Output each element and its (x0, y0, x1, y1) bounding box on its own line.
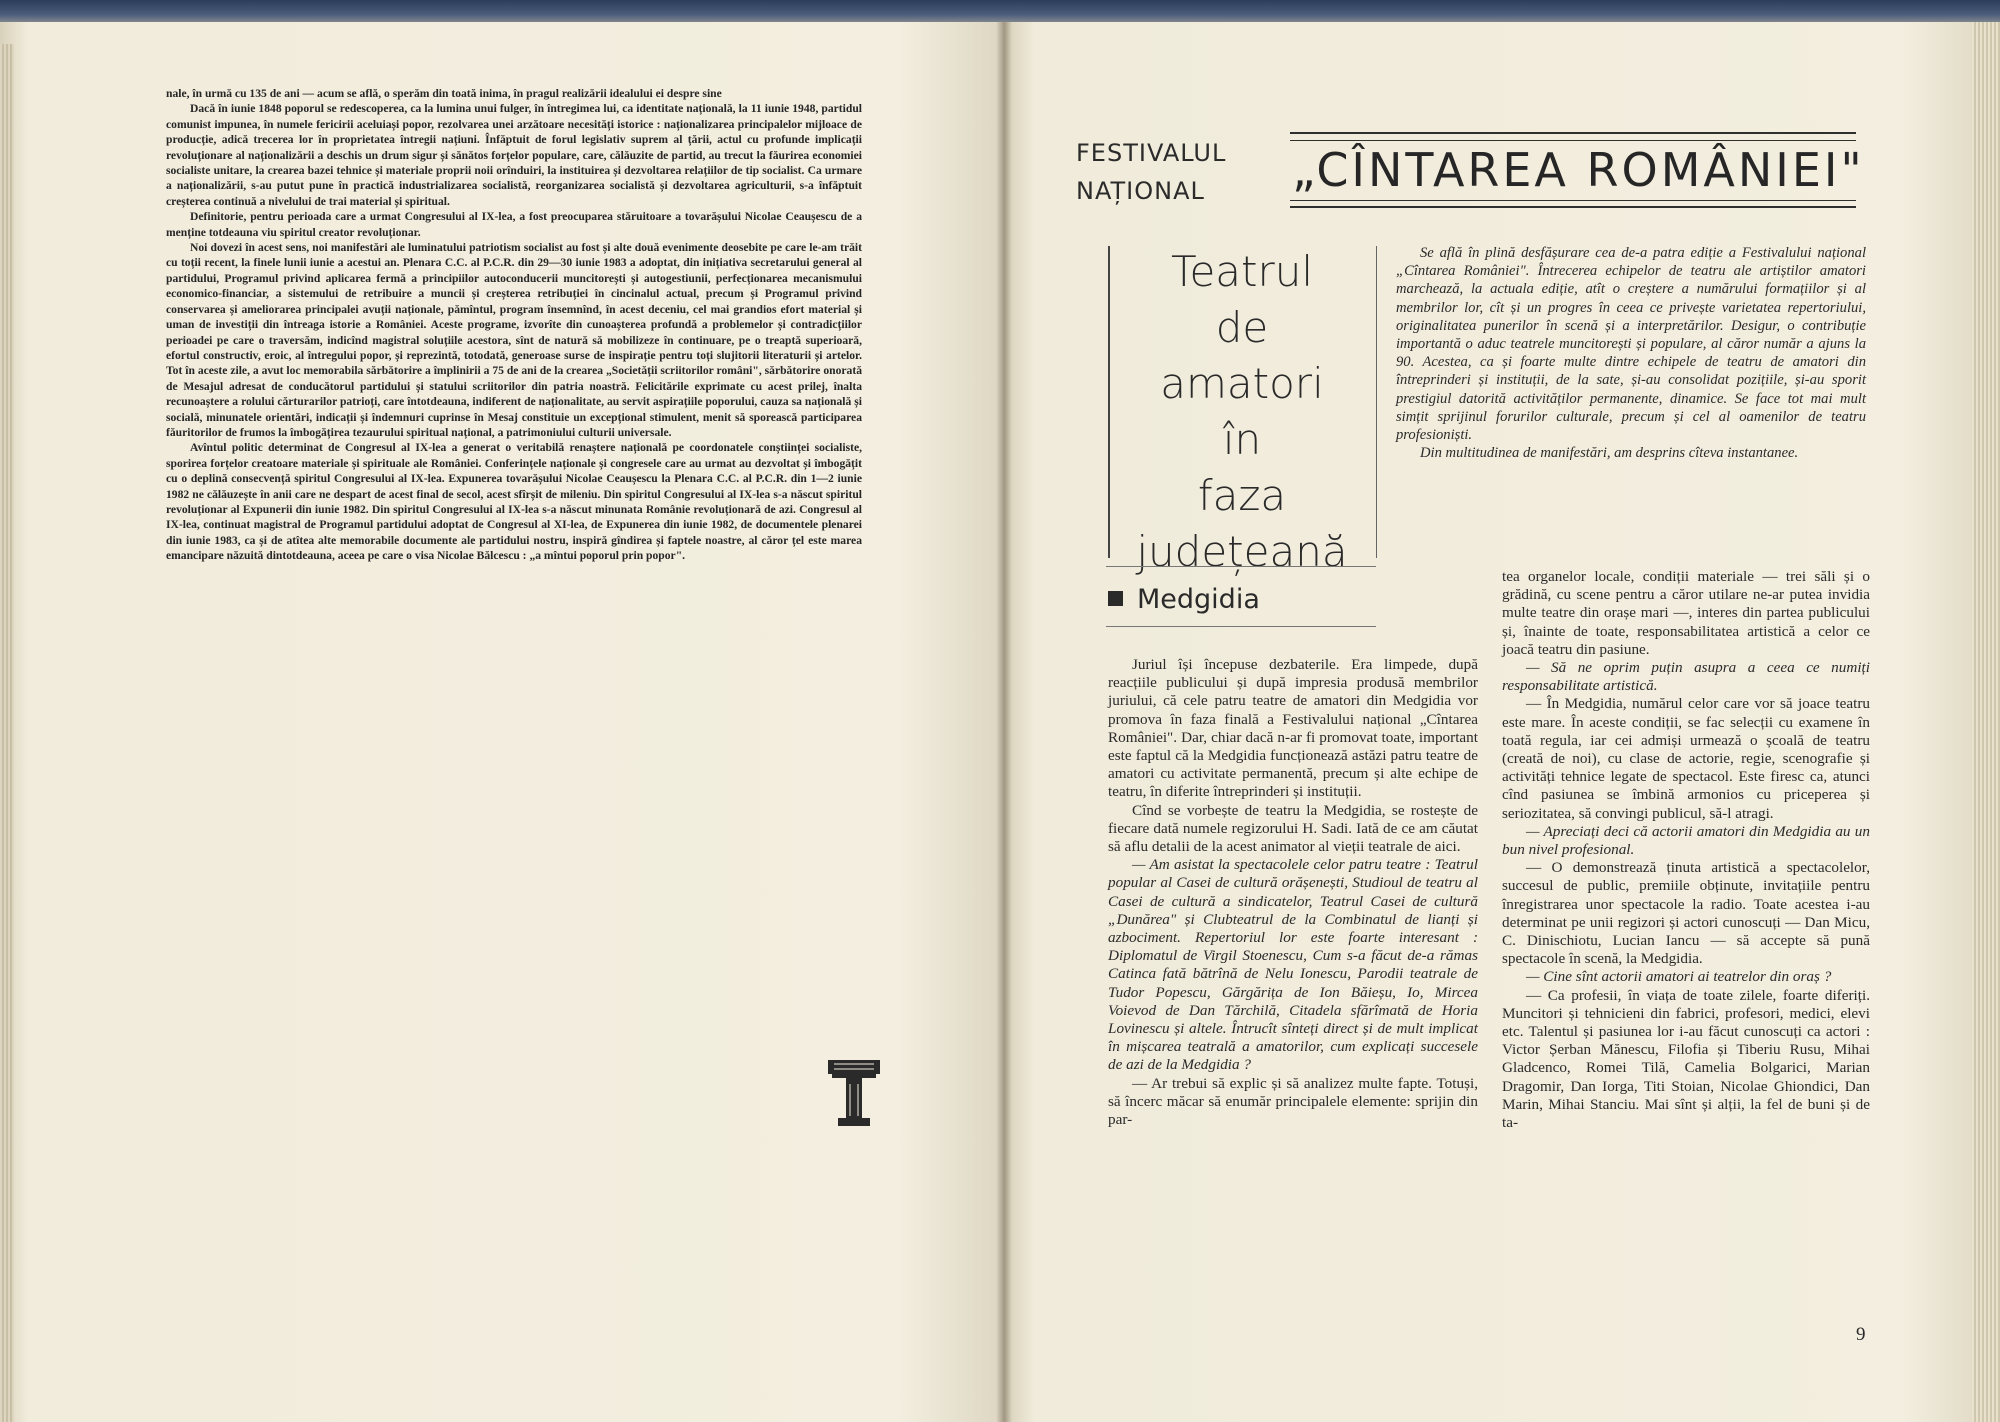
left-paragraph: Noi dovezi în acest sens, noi manifestări ale luminatului patriotism socialist au fost și alte două evenimente deosebite pe care le-am trăit cu toții recent, la finele lunii iunie a acestui an. Plenara C.C. al P.C.R. din 29—30 iunie 1983 a adoptat, din inițiativa secretarului general al partidului, Programul privind aplicarea fermă a principiilor autoconducerii muncitorești și autogestiunii, perfecționarea mecanismului economico-financiar, a sistemului de retribuire a muncii și creșterea retribuției în cincinalul actual, precum și Programul privind conservarea și ameliorarea principalei avuții naționale, pămîntul, program însemnînd, în acest deceniu, cel mai grandios efort material și uman de investiții din întreaga istorie a României. Aceste programe, izvorîte din cunoașterea profundă a problemelor și contradicțiilor perioadei pe care o traversăm, indicînd magistral soluțiile acestora, sînt de natură să mobilizeze în continuare, pe o treaptă superioară, efortul constructiv, eroic, al întregului popor, și reprezintă, totodată, generoase surse de inspirație pentru toți slujitorii literaturii și artelor. Tot în aceste zile, a avut loc memorabila sărbătorire a împlinirii a 75 de ani de la crearea „Societății scriitorilor români", sărbătorire onorată de Mesajul adresat de conducătorul partidului și statului scriitorilor din patria noastră. Felicitările exprimate cu acest prilej, înalta recunoaștere a rolului cărturarilor patrioți, care întotdeauna, indiferent de naționalitate, au servit aspirațiile poporului, cauza sa națională și socială, minunatele orientări, indicații și îndemnuri cuprinse în Mesaj constituie un excepțional stimulent, menit să sporească participarea făuritorilor de frumos la îmbogățirea tezaurului spiritual național, a patrimoniului culturii universale. (166, 241, 862, 439)
section-heading (1108, 582, 1408, 618)
left-page-edge (0, 44, 14, 1422)
interview-question: — Apreciați deci că actorii amatori din Medgidia au un bun nivel profesional. (1502, 822, 1870, 859)
article-title-line: de (1215, 303, 1269, 352)
column-paragraph: tea organelor locale, condiții materiale — trei săli și o grădină, cu scene pentru a căror utilare ne-ar putea invidia multe teatre din orașe mari —, interes din partea publicului și, înainte de toate, responsabilitatea artistică a celor ce joacă teatru din pasiune. (1502, 568, 1870, 658)
section-title: Medgidia (1137, 584, 1260, 615)
left-paragraph: Dacă în iunie 1848 poporul se redescoperea, ca la lumina unui fulger, în întregimea lui, ca identitate națională, la 11 iunie 1948, partidul comunist impunea, în numele fericirii aceluiași popor, rezolvarea unei arzătoare necesități istorice : naționalizarea principalelor mijloace de producție, adică trecerea lor în proprietatea întregii națiuni. Înfăptuit de forul legislativ suprem al țării, actul cu profunde implicații revoluționare al naționalizării a deschis un drum sigur și sănătos forțelor populare, care, călăuzite de partid, au trecut la făurirea economiei socialiste unitare, la crearea bazei tehnice și materiale proprii noii orînduiri, la instituirea și dezvoltarea relațiilor de tip socialist. Ca urmare a naționalizării, s-au putut pune în practică industrializarea socialistă, reorganizarea socialistă și dezvoltarea agriculturii, s-a înfăptuit creșterea continuă a nivelului de trai material și spiritual. (166, 102, 862, 208)
magazine-t-logo-icon (826, 1058, 882, 1130)
left-page-article (166, 86, 862, 564)
article-title-line: faza (1197, 471, 1287, 520)
left-paragraph: Definitorie, pentru perioada care a urmat Congresului al IX-lea, a fost preocuparea stăruitoare a tovarășului Nicolae Ceaușescu de a menține totdeauna viu spiritul creator revoluționar. (166, 210, 862, 239)
article-title-line: Teatrul (1170, 247, 1314, 296)
left-paragraph: nale, în urmă cu 135 de ani — acum se află, o sperăm din toată inima, în pragul realizării idealului ei despre sine (166, 87, 722, 100)
interview-question: — Am asistat la spectacolele celor patru teatre : Teatrul popular al Casei de cultură orășenești, Studioul de teatru al Casei de cultură a sindicatelor, Teatrul Casei de cultură „Dunărea" și Clubteatrul de la Combinatul de lianți și azbociment. Repertoriul lor este foarte interesant : Diplomatul de Virgil Stoenescu, Cum s-a făcut de-a rămas Catinca fată bătrînă de Nelu Ionescu, Parodii teatrale de Tudor Popescu, Gărgărița de Ion Băieșu, Io, Mircea Voievod de Dan Tărchilă, Citadela sfărîmată de Horia Lovinescu și altele. Întrucît sînteți direct și de mult implicat în mișcarea teatrală a amatorilor, cum explicați succesele de azi de la Medgidia ? (1108, 856, 1478, 1074)
article-column-2 (1502, 568, 1870, 1132)
left-paragraph: Avîntul politic determinat de Congresul al IX-lea a generat o veritabilă renaștere națională pe coordonatele conștiinței socialiste, sporirea forțelor creatoare materiale și spirituale ale României. Conferințele naționale și congresele care au urmat au dezvoltat și îmbogățit cu o deplină consecvență spiritul Congresului al IX-lea. Expunerea tovarășului Nicolae Ceaușescu la Plenara C.C. al P.C.R. din 1—2 iunie 1982 ne călăuzește în anii care ne despart de acest final de secol, acest sfîrșit de mileniu. Din spiritul Congresului al IX-lea s-a născut spiritul revoluționar al Expunerii din iunie 1982. Din spiritul Congresului al IX-lea s-a născut minunata Românie revoluționară de azi. Congresul al IX-lea, continuat magistral de Programul partidului adoptat de Congresul al XI-lea, de Expunerea din iunie 1982, de documentele plenarei din iunie 1983, ca și de atîtea alte memorabile documente ale partidului nostru, inspiră gîndirea și faptele noastre, al căror țel este marea emancipare năzuită dintotdeauna, aceea pe care o visa Nicolae Bălcescu : „a mîntui poporul prin popor". (166, 441, 862, 563)
column-paragraph: — Ar trebui să explic și să analizez multe fapte. Totuși, să încerc măcar să enumăr principalele elemente: sprijin din par- (1108, 1074, 1478, 1129)
intro-paragraph: Se află în plină desfășurare cea de-a patra ediție a Festivalului național „Cîntarea României". Întrecerea echipelor de teatru ale artiștilor amatori marchează, la actuala ediție, atît o creștere a numărului formațiilor și al membrilor lor, cît și un progres în ceea ce privește varietatea repertoriului, originalitatea punerilor în scenă și a interpretărilor. Desigur, o contribuție importantă o aduc teatrele muncitorești și populare, al căror număr a ajuns la 90. Acestea, ca și foarte multe dintre echipele de teatru de amatori din întreprinderi și instituții, de la sate, și-au consolidat pozițiile, și-au sporit prestigiul datorită activităților permanente, dinamice. Se face tot mai mult simțit sprijinul forurilor culturale, precum și cel al oamenilor de teatru profesioniști. (1396, 245, 1866, 444)
article-column-1 (1108, 656, 1478, 1129)
book-binding (0, 0, 2000, 24)
column-paragraph: Cînd se vorbește de teatru la Medgidia, se rostește de fiecare dată numele regizorului H. Sadi. Iată de ce am căutat să aflu detalii de la acest animator al vieții teatrale de aici. (1108, 801, 1478, 856)
article-intro (1396, 244, 1866, 462)
column-paragraph: — O demonstrează ținuta artistică a spectacolelor, succesul de public, premiile obținute, invitațiile pentru înregistrarea unor spectacole la radio. Toate acestea i-au determinat pe unii regizori și actori cunoscuți — Dan Micu, C. Dinischiotu, Lucian Iancu — să accepte să pună spectacole în scenă, la Medgidia. (1502, 859, 1870, 968)
column-paragraph: Juriul își începuse dezbaterile. Era limpede, după reacțiile publicului și după impresia produsă membrilor juriului, că cele patru teatre de amatori din Medgidia vor promova în faza finală a Festivalului național „Cîntarea României". Dar, chiar dacă n-ar fi promovat toate, important este faptul că la Medgidia funcționează astăzi patru teatre de amatori cu activitate permanentă, precum și alte echipe de teatru, în diferite întreprinderi și instituții. (1108, 656, 1478, 801)
main-title: „CÎNTAREA ROMÂNIEI" (1292, 143, 1865, 197)
square-bullet-icon (1108, 591, 1123, 606)
article-title-line: în (1222, 415, 1262, 464)
interview-question: — Cine sînt actorii amatori ai teatrelor din oraș ? (1526, 968, 1832, 986)
festival-label (1076, 136, 1276, 208)
horizontal-rule (1106, 626, 1376, 627)
article-title-line: județeană (1136, 527, 1348, 576)
intro-paragraph: Din multitudinea de manifestări, am desprins cîteva instantanee. (1420, 445, 1799, 462)
page-number: 9 (1856, 1324, 1866, 1345)
vertical-rule (1108, 246, 1110, 558)
interview-question: — Să ne oprim puțin asupra a ceea ce numiți responsabilitate artistică. (1502, 659, 1870, 695)
column-paragraph: — Ca profesii, în viața de toate zilele, foarte diferiți. Muncitori și tehnicieni din fabrici, profesori, medici, elevi etc. Talentul și pasiunea lor i-au făcut cunoscuți ca actori : Victor Șerban Mănescu, Filofia și Tiberiu Rusu, Mihai Gladcenco, Romei Tilă, Camelia Bolgarici, Marian Dragomir, Dan Iorga, Titi Stoian, Nicolae Ghiondici, Dan Marin, Mihai Stanciu. Mai sînt și alții, la fel de buni și de ta- (1502, 986, 1870, 1132)
festival-label-line: FESTIVALUL (1076, 139, 1227, 167)
book-gutter (996, 22, 1012, 1422)
vertical-rule (1376, 246, 1377, 558)
horizontal-rule (1106, 566, 1376, 567)
column-paragraph: — În Medgidia, numărul celor care vor să joace teatru este mare. În aceste condiții, se fac selecții cu examene în toată regula, iar cei admiși urmează o școală de teatru (creată de noi), cu clase de actorie, regie, scenografie și activități tehnice legate de spectacol. Este firesc ca, atunci cînd pasiunea se îmbină armonios cu priceperea și seriozitatea, să convingi publicul, să-l atragi. (1502, 695, 1870, 822)
festival-label-line: NAȚIONAL (1076, 177, 1205, 205)
right-page-edge (1972, 22, 2000, 1422)
article-title-line: amatori (1160, 359, 1324, 408)
article-title (1116, 244, 1368, 580)
